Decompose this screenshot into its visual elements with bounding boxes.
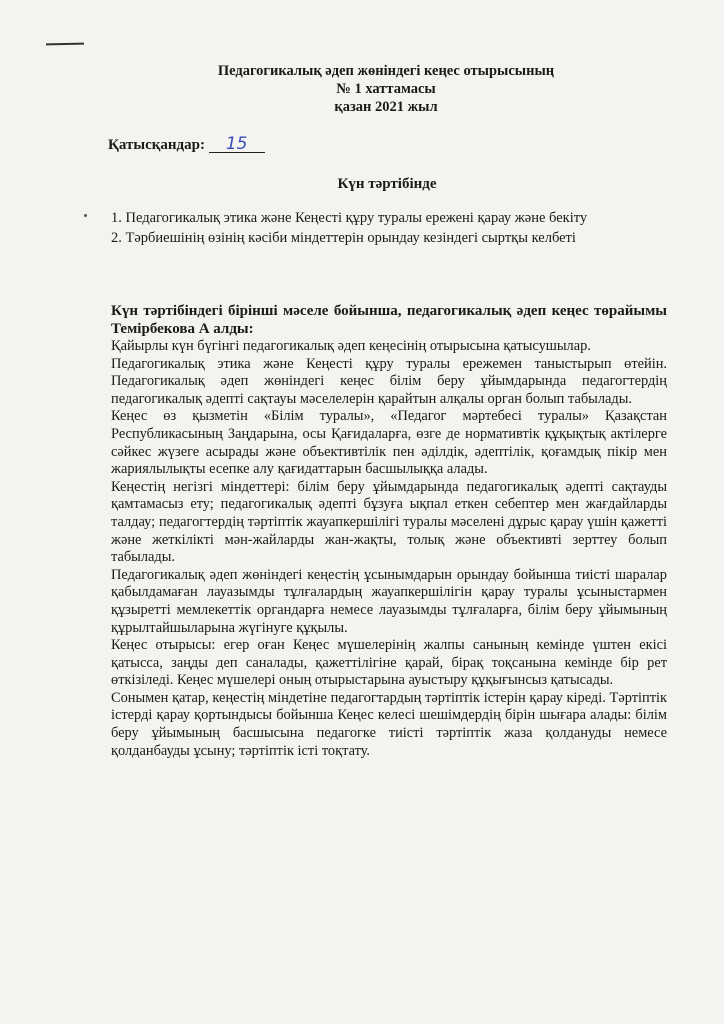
discussion-section bbox=[111, 302, 667, 760]
participants-label: Қатысқандар: bbox=[108, 137, 205, 153]
paragraph: Кеңес өз қызметін «Білім туралы», «Педагог мәртебесі туралы» Қазақстан Республикасының Заңдарына, осы Қағидаларға, өзге де нормативтік құқықтық актілерге сәйкес жүзеге асырады және объективтілік пен әділдік, әдептілік, қоғамдық пікір мен жариялылықты есепке алу қағидаттарын басшылыққа алады. bbox=[111, 408, 667, 478]
scan-mark bbox=[46, 43, 84, 46]
agenda-item: 1. Педагогикалық этика және Кеңесті құру туралы ережені қарау және бекіту bbox=[111, 210, 588, 226]
participants-line bbox=[108, 136, 265, 154]
document-header bbox=[0, 62, 724, 116]
agenda-title bbox=[0, 176, 724, 193]
paragraph: Қайырлы күн бүгінгі педагогикалық әдеп кеңесінің отырысына қатысушылар. bbox=[111, 338, 591, 354]
header-protocol-number: № 1 хаттамасы bbox=[336, 81, 436, 97]
agenda-list bbox=[111, 210, 667, 247]
paragraph: Кеңестің негізгі міндеттері: білім беру ұйымдарында педагогикалық әдепті сақтауды қамтамасыз ету; педагогикалық әдепті бұзуға ықпал еткен себептер мен жағдайларды талдау; педагогтердің тәртіптік жауапкершілігі туралы мәселені дұрыс қарау үшін қажетті және жеткілікті мән-жайларды жан-жақты, толық және объективті зерттеу болып табылады. bbox=[111, 478, 667, 566]
header-title: Педагогикалық әдеп жөніндегі кеңес отырысының bbox=[217, 63, 555, 79]
scan-dot bbox=[84, 214, 87, 217]
agenda-title-text: Күн тәртібінде bbox=[337, 176, 437, 192]
participants-count: 15 bbox=[209, 136, 265, 153]
paragraph: Педагогикалық әдеп жөніндегі кеңестің ұсынымдарын орындау бойынша тиісті шаралар қабылдамаған лауазымды тұлғалардың жауапкершілігін қарау туралы ұсыныстармен құзыретті мемлекеттік органдарға немесе лауазымды тұлғаларға, білім беру ұйымының құрылтайшыларына жүгінуге құқылы. bbox=[111, 566, 667, 636]
agenda-item: 2. Тәрбиешінің өзінің кәсіби міндеттерін орындау кезіндегі сыртқы келбеті bbox=[111, 229, 576, 246]
paragraph: Сонымен қатар, кеңестің міндетіне педагогтардың тәртіптік істерін қарау кіреді. Тәртіптік істерді қарау қортындысы бойынша Кеңес келесі шешімдердің бірін шығара алады: білім беру ұйымының басшысына педагогке тиісті тәртіптік жаза қолдануды немесе қолданбауды ұсыну; тәртіптік істі тоқтату. bbox=[111, 689, 667, 759]
section-heading: Күн тәртібіндегі бірінші мәселе бойынша, педагогикалық әдеп кеңес төрайымы Темірбекова А алды: bbox=[111, 303, 667, 337]
paragraph: Кеңес отырысы: егер оған Кеңес мүшелерінің жалпы санының кемінде үштен екісі қатысса, заңды деп саналады, қажеттілігіне қарай, бірақ тоқсанына кемінде бір рет өткізіледі. Кеңес мүшелері оның отырыстарына ауыстыру құқығынсыз қатысады. bbox=[111, 637, 667, 689]
paragraph: Педагогикалық этика және Кеңесті құру туралы ережемен таныстырып өтейін. Педагогикалық әдеп жөніндегі кеңес білім беру ұйымдарында педагогтердің педагогикалық әдепті сақтауы мәселелерін қарайтын алқалы орган болып табылады. bbox=[111, 355, 667, 407]
header-date: қазан 2021 жыл bbox=[334, 99, 438, 115]
